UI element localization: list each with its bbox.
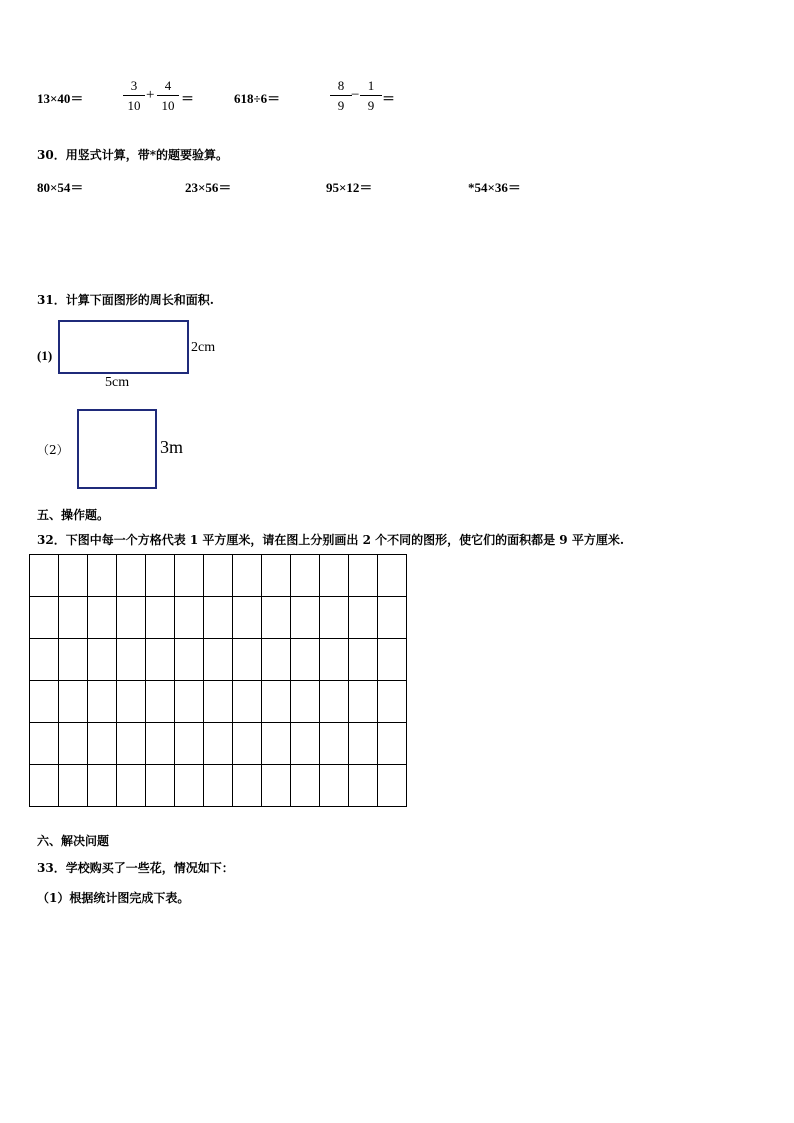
rectangle-height-label: 2cm (191, 340, 216, 355)
grid-row (30, 723, 407, 765)
fraction-2-denominator: 10 (161, 98, 175, 113)
grid-cell (320, 765, 349, 807)
grid-cell (204, 765, 233, 807)
grid-cell (88, 681, 117, 723)
grid-cell (30, 639, 59, 681)
fraction-2-bar (157, 95, 179, 96)
grid-row (30, 555, 407, 597)
grid-cell (204, 723, 233, 765)
q30-item-2: 23×56＝ (185, 180, 232, 195)
fraction-3-bar (330, 95, 352, 96)
equals-sign-1: ＝ (181, 91, 195, 106)
grid-cell (117, 555, 146, 597)
grid-cell (262, 639, 291, 681)
fraction-1-numerator: 3 (130, 78, 138, 93)
grid-cell (175, 765, 204, 807)
grid-cell (262, 597, 291, 639)
grid-cell (262, 765, 291, 807)
grid-cell (349, 681, 378, 723)
grid-cell (291, 639, 320, 681)
grid-cell (378, 681, 407, 723)
grid-row (30, 639, 407, 681)
grid-cell (349, 555, 378, 597)
grid-cell (320, 639, 349, 681)
q30-item-1: 80×54＝ (37, 180, 84, 195)
grid-cell (204, 639, 233, 681)
q30-title: 30．用竖式计算，带*的题要验算。 (37, 148, 228, 162)
grid-cell (291, 723, 320, 765)
fraction-4 (360, 78, 382, 113)
grid-cell (146, 639, 175, 681)
figure-2-label: （2） (37, 443, 69, 457)
grid-cell (88, 639, 117, 681)
square-side-label: 3m (160, 437, 184, 457)
grid-cell (30, 555, 59, 597)
equals-sign-2: ＝ (382, 91, 396, 106)
grid-cell (291, 765, 320, 807)
grid-cell (30, 597, 59, 639)
grid-cell (320, 597, 349, 639)
grid-cell (204, 681, 233, 723)
grid-cell (146, 597, 175, 639)
q30-item-4: *54×36＝ (468, 180, 521, 195)
grid-cell (30, 681, 59, 723)
grid-cell (59, 765, 88, 807)
grid-cell (378, 555, 407, 597)
grid-cell (59, 555, 88, 597)
square-grid (29, 554, 407, 807)
grid-cell (88, 555, 117, 597)
grid-cell (146, 681, 175, 723)
minus-sign: − (351, 87, 360, 103)
grid-cell (233, 681, 262, 723)
grid-cell (378, 597, 407, 639)
plus-sign: + (146, 87, 155, 103)
grid-cell (175, 681, 204, 723)
grid-cell (117, 597, 146, 639)
grid-row (30, 765, 407, 807)
grid-cell (349, 597, 378, 639)
square-figure (77, 409, 157, 489)
grid-cell (30, 765, 59, 807)
calc-item-3: 618÷6＝ (234, 91, 281, 106)
grid-cell (378, 639, 407, 681)
fraction-1-bar (123, 95, 145, 96)
fraction-4-denominator: 9 (367, 98, 375, 113)
grid-cell (146, 765, 175, 807)
fraction-2-numerator: 4 (164, 78, 172, 93)
grid-cell (204, 555, 233, 597)
grid-cell (291, 555, 320, 597)
grid-cell (175, 597, 204, 639)
rectangle-figure (58, 320, 189, 374)
grid-cell (117, 723, 146, 765)
grid-cell (349, 723, 378, 765)
grid-cell (88, 765, 117, 807)
q31-title: 31．计算下面图形的周长和面积. (37, 293, 214, 307)
grid-cell (59, 681, 88, 723)
grid-cell (291, 597, 320, 639)
fraction-4-numerator: 1 (367, 78, 375, 93)
rectangle-width-label: 5cm (105, 375, 130, 390)
grid-cell (117, 765, 146, 807)
fraction-1-denominator: 10 (127, 98, 141, 113)
grid-cell (233, 723, 262, 765)
grid-cell (117, 639, 146, 681)
fraction-4-bar (360, 95, 382, 96)
grid-cell (117, 681, 146, 723)
grid-cell (320, 723, 349, 765)
grid-cell (59, 639, 88, 681)
grid-cell (233, 765, 262, 807)
grid-cell (146, 723, 175, 765)
fraction-2 (157, 78, 179, 113)
q33-title: 33．学校购买了一些花，情况如下： (37, 861, 234, 875)
q30-item-3: 95×12＝ (326, 180, 373, 195)
figure-1-label: (1) (37, 348, 53, 363)
grid-cell (349, 765, 378, 807)
grid-cell (233, 597, 262, 639)
grid-cell (320, 681, 349, 723)
grid-cell (59, 597, 88, 639)
grid-cell (378, 765, 407, 807)
grid-cell (175, 723, 204, 765)
q32-title: 32．下图中每一个方格代表 1 平方厘米，请在图上分别画出 2 个不同的图形，使它们的面积都是 9 平方厘米. (37, 533, 624, 547)
grid-cell (146, 555, 175, 597)
section-5-heading: 五、操作题。 (37, 508, 110, 522)
section-6-heading: 六、解决问题 (37, 834, 110, 848)
calc-item-1: 13×40＝ (37, 91, 84, 106)
grid-cell (175, 555, 204, 597)
grid-cell (204, 597, 233, 639)
grid-cell (233, 639, 262, 681)
fraction-3 (330, 78, 352, 113)
grid-cell (320, 555, 349, 597)
fraction-3-denominator: 9 (337, 98, 345, 113)
fraction-1 (123, 78, 145, 113)
grid-cell (59, 723, 88, 765)
grid-cell (175, 639, 204, 681)
grid-cell (30, 723, 59, 765)
grid-cell (262, 681, 291, 723)
grid-cell (291, 681, 320, 723)
grid-cell (88, 597, 117, 639)
grid-cell (88, 723, 117, 765)
grid-cell (233, 555, 262, 597)
grid-row (30, 597, 407, 639)
grid-cell (349, 639, 378, 681)
fraction-3-numerator: 8 (337, 78, 345, 93)
grid-cell (378, 723, 407, 765)
grid-cell (262, 723, 291, 765)
grid-cell (262, 555, 291, 597)
grid-row (30, 681, 407, 723)
q33-subquestion-1: （1）根据统计图完成下表。 (37, 891, 190, 905)
